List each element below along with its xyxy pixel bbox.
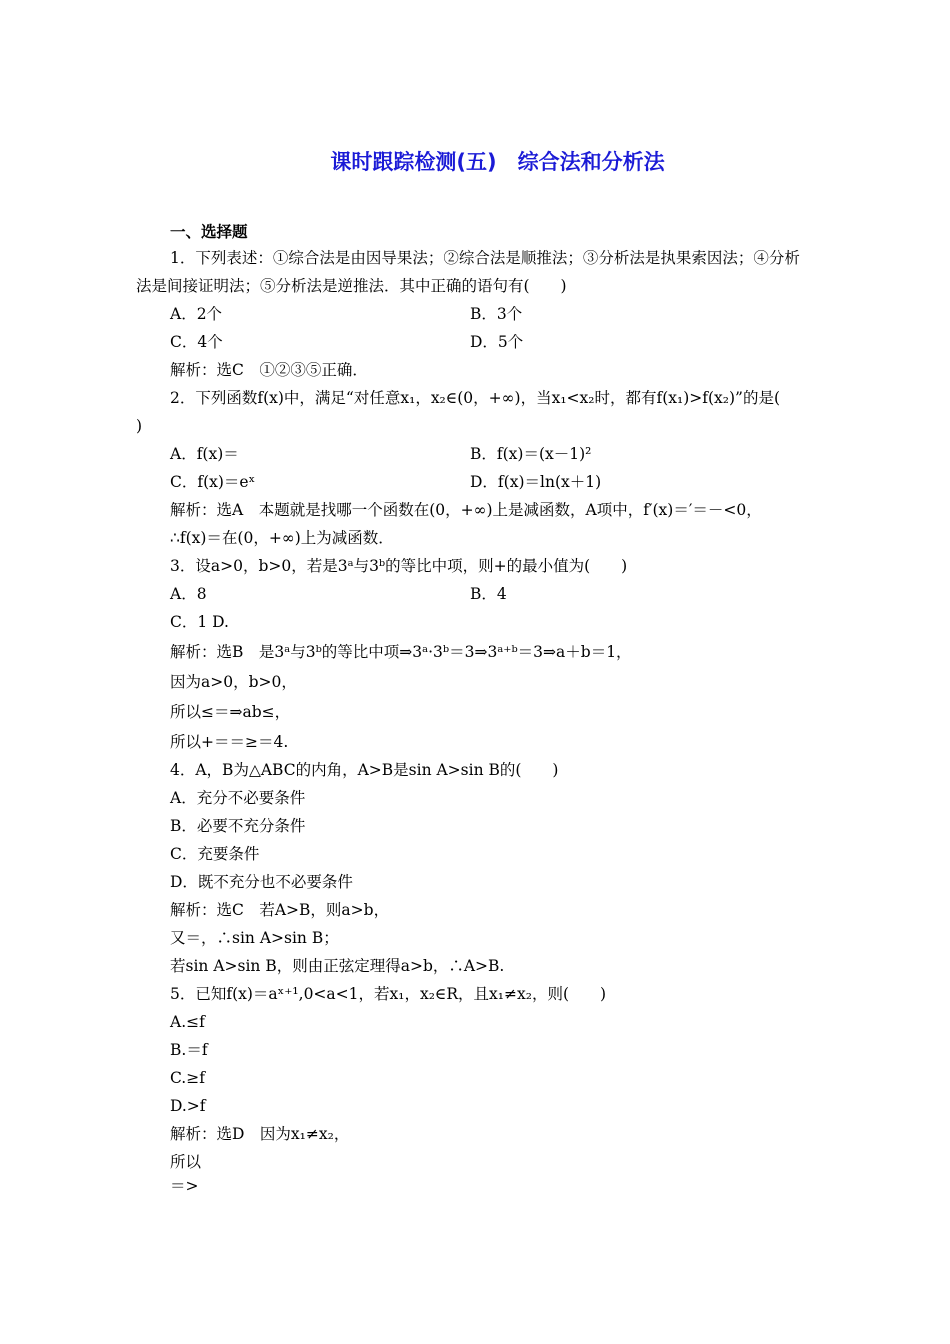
q5-option-b: B.＝f [170,1041,208,1059]
q3-option-cd: C．1 D. [170,613,229,631]
q5-solution-line3: ＝> [170,1177,199,1195]
q4-option-b: B．必要不充分条件 [170,817,306,835]
q4-option-c: C．充要条件 [170,845,260,863]
q5-option-d: D.>f [170,1097,206,1115]
q3-stem: 3．设a>0，b>0，若是3ᵃ与3ᵇ的等比中项，则+的最小值为( ) [170,557,628,575]
q5-stem: 5．已知f(x)＝aˣ⁺¹,0<a<1，若x₁，x₂∈R，且x₁≠x₂，则( ) [170,985,607,1003]
q4-option-a: A．充分不必要条件 [170,789,306,807]
q2-option-b: B．f(x)＝(x－1)² [470,445,592,463]
section-heading: 一、选择题 [170,222,248,241]
q5-solution-line2: 所以 [170,1153,202,1171]
q4-solution-line1: 解析：选C 若A>B，则a>b， [170,901,390,919]
q1-option-b: B．3个 [470,305,523,323]
q3-solution-line1: 解析：选B 是3ᵃ与3ᵇ的等比中项⇒3ᵃ·3ᵇ＝3⇒3ᵃ⁺ᵇ＝3⇒a＋b＝1， [170,643,632,661]
q2-option-d: D．f(x)＝ln(x＋1) [470,473,602,491]
page-title: 课时跟踪检测(五) 综合法和分析法 [330,150,665,174]
q5-option-a: A.≤f [170,1013,205,1031]
q3-solution-line3: 所以≤＝⇒ab≤， [170,703,291,721]
q2-stem-line2: ) [136,417,143,435]
q4-stem: 4．A，B为△ABC的内角，A>B是sin A>sin B的( ) [170,761,559,779]
q2-solution-line1: 解析：选A 本题就是找哪一个函数在(0，+∞)上是减函数，A项中，f′(x)＝′＝－<0， [170,501,762,519]
q3-solution-line4: 所以+＝＝≥＝4. [170,733,289,751]
q1-stem-line2: 法是间接证明法；⑤分析法是逆推法．其中正确的语句有( ) [136,277,567,295]
q3-option-a: A．8 [170,585,207,603]
q2-solution-line2: ∴f(x)＝在(0，+∞)上为减函数． [170,529,394,547]
q1-option-c: C．4个 [170,333,223,351]
q2-option-c: C．f(x)＝eˣ [170,473,256,491]
q4-solution-line3: 若sin A>sin B，则由正弦定理得a>b，∴A>B. [170,957,505,975]
q3-option-b: B．4 [470,585,507,603]
q1-solution: 解析：选C ①②③⑤正确． [170,361,368,379]
q1-option-d: D．5个 [470,333,524,351]
q5-solution-line1: 解析：选D 因为x₁≠x₂， [170,1125,350,1143]
q1-stem-line1: 1．下列表述：①综合法是由因导果法；②综合法是顺推法；③分析法是执果索因法；④分析 [170,249,800,267]
q1-option-a: A．2个 [170,305,223,323]
q2-option-a: A．f(x)＝ [170,445,239,463]
q2-stem-line1: 2．下列函数f(x)中，满足“对任意x₁，x₂∈(0，+∞)，当x₁<x₂时，都有f(x₁)>f(x₂)”的是( [170,389,781,407]
q4-solution-line2: 又＝，∴sin A>sin B； [170,929,339,947]
q5-option-c: C.≥f [170,1069,205,1087]
q3-solution-line2: 因为a>0，b>0， [170,673,297,691]
q4-option-d: D．既不充分也不必要条件 [170,873,353,891]
